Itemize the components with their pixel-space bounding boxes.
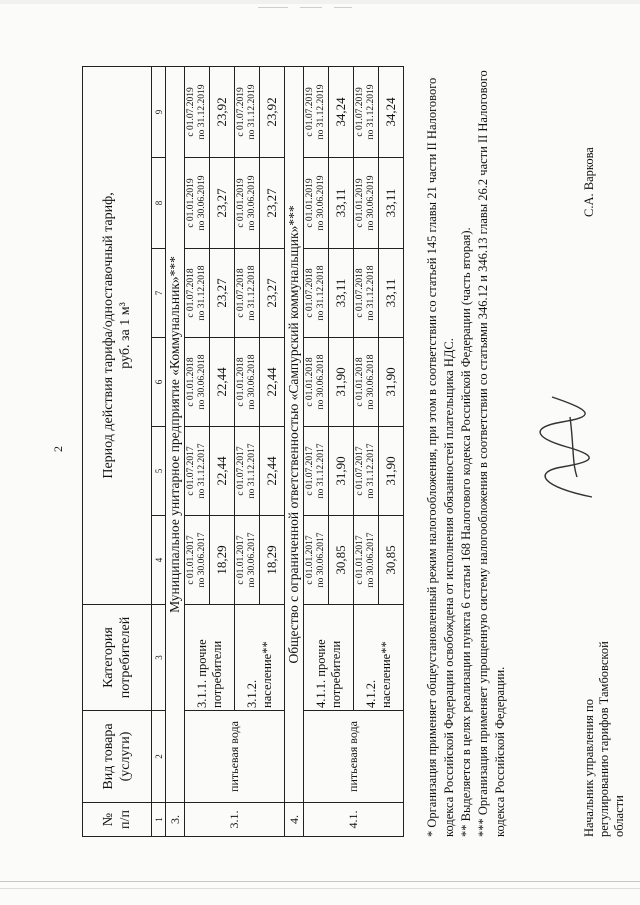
column-number: 7 (152, 249, 166, 338)
scan-bottom-edge (0, 881, 640, 882)
consumer-category: 3.1.2. население** (235, 605, 285, 711)
group-number: 3. (166, 803, 185, 837)
tariff-period: с 01.01.2017 по 30.06.2017 (304, 516, 329, 605)
tariff-value: 22,44 (210, 338, 235, 427)
tariff-period: с 01.01.2018 по 30.06.2018 (235, 338, 260, 427)
header-service: Вид товара (услуги) (83, 711, 152, 803)
group-number: 4. (285, 803, 304, 837)
tariff-value: 23,27 (260, 249, 285, 338)
tariff-period: с 01.01.2018 по 30.06.2018 (354, 338, 379, 427)
header-number: № п/п (83, 803, 152, 837)
scan-mark (258, 7, 288, 8)
tariff-period: с 01.07.2019 по 31.12.2019 (354, 66, 379, 157)
tariff-value: 23,27 (210, 249, 235, 338)
tariff-value: 18,29 (210, 516, 235, 605)
tariff-period: с 01.01.2019 по 30.06.2019 (354, 158, 379, 249)
footnote-3: *** Организация применяет упрощенную систему налогообложения в соответствии со статьями 346.12 и 346.13 главы 26.2 части II Налогового кодекса Российской Федерации. (476, 70, 507, 837)
scan-top-edge (0, 0, 640, 4)
tariff-period: с 01.01.2019 по 30.06.2019 (235, 158, 260, 249)
column-number: 4 (152, 516, 166, 605)
tariff-period: с 01.07.2019 по 31.12.2019 (185, 66, 210, 157)
group-title-row (285, 66, 304, 836)
consumer-category: 3.1.1. прочие потребители (185, 605, 235, 711)
tariff-value: 31,90 (329, 427, 354, 516)
scan-mark (334, 7, 352, 8)
tariff-value: 22,44 (210, 427, 235, 516)
consumer-category: 4.1.2. население** (354, 605, 404, 711)
column-number: 1 (152, 803, 166, 837)
tariff-period: с 01.01.2019 по 30.06.2019 (304, 158, 329, 249)
tariff-value: 33,11 (329, 158, 354, 249)
tariff-period: с 01.01.2019 по 30.06.2019 (185, 158, 210, 249)
tariff-period: с 01.07.2018 по 31.12.2018 (235, 249, 260, 338)
footnotes (424, 67, 509, 837)
subgroup-number: 3.1. (185, 803, 285, 837)
column-number: 9 (152, 66, 166, 157)
tariff-value: 31,90 (379, 427, 404, 516)
tariff-period: с 01.01.2018 по 30.06.2018 (185, 338, 210, 427)
tariff-value: 33,11 (329, 249, 354, 338)
tariff-table (82, 66, 404, 837)
table-row (304, 66, 329, 836)
header-period-tariff: Период действия тарифа/одноставочный тариф, руб. за 1 м³ (83, 66, 152, 604)
consumer-category: 4.1.1. прочие потребители (304, 605, 354, 711)
subgroup-number: 4.1. (304, 803, 404, 837)
table-row (185, 66, 210, 836)
tariff-period: с 01.01.2017 по 30.06.2017 (185, 516, 210, 605)
footnote-2: ** Выделяется в целях реализации пункта 6 статьи 168 Налогового кодекса Российской Федерации (часть вторая). (459, 227, 473, 837)
service-type: питьевая вода (304, 711, 404, 803)
tariff-period: с 01.07.2018 по 31.12.2018 (304, 249, 329, 338)
tariff-period: с 01.07.2018 по 31.12.2018 (354, 249, 379, 338)
tariff-value: 34,24 (329, 66, 354, 157)
column-number: 8 (152, 158, 166, 249)
tariff-value: 23,27 (260, 158, 285, 249)
scan-mark (300, 7, 322, 8)
scan-bottom-edge (0, 888, 640, 889)
column-number: 6 (152, 338, 166, 427)
tariff-value: 34,24 (379, 66, 404, 157)
organization-name: Муниципальное унитарное предприятие «Коммунальник»*** (166, 66, 185, 802)
organization-name: Общество с ограниченной ответственностью «Сампурский коммунальщик»*** (285, 66, 304, 802)
signatory-title: Начальник управления по регулированию тарифов Тамбовской области (582, 641, 626, 837)
tariff-period: с 01.07.2017 по 31.12.2017 (304, 427, 329, 516)
tariff-period: с 01.07.2017 по 31.12.2017 (185, 427, 210, 516)
tariff-value: 18,29 (260, 516, 285, 605)
tariff-value: 23,92 (210, 66, 235, 157)
tariff-period: с 01.01.2017 по 30.06.2017 (354, 516, 379, 605)
column-number: 5 (152, 427, 166, 516)
tariff-value: 33,11 (379, 249, 404, 338)
tariff-value: 30,85 (379, 516, 404, 605)
tariff-value: 30,85 (329, 516, 354, 605)
column-number: 2 (152, 711, 166, 803)
tariff-value: 33,11 (379, 158, 404, 249)
footnote-1: * Организация применяет общеустановленный режим налогообложения, при этом в соответствии со статьей 145 главы 21 части II Налогового кодекса Российской Федерации освобождена от исполнения обязанностей плательщика НДС. (425, 77, 456, 837)
tariff-period: с 01.01.2017 по 30.06.2017 (235, 516, 260, 605)
handwritten-signature (522, 387, 612, 507)
signatory-name: С.А. Варкова (582, 147, 596, 217)
tariff-value: 31,90 (329, 338, 354, 427)
column-number-row (152, 66, 166, 836)
service-type: питьевая вода (185, 711, 285, 803)
rotated-document (52, 45, 640, 855)
tariff-value: 23,92 (260, 66, 285, 157)
tariff-value: 31,90 (379, 338, 404, 427)
header-category: Категория потребителей (83, 605, 152, 711)
tariff-period: с 01.07.2019 по 31.12.2019 (304, 66, 329, 157)
tariff-period: с 01.07.2018 по 31.12.2018 (185, 249, 210, 338)
page-number: 2 (51, 446, 65, 452)
tariff-period: с 01.07.2019 по 31.12.2019 (235, 66, 260, 157)
tariff-period: с 01.01.2018 по 30.06.2018 (304, 338, 329, 427)
column-number: 3 (152, 605, 166, 711)
tariff-value: 22,44 (260, 338, 285, 427)
group-title-row (166, 66, 185, 836)
tariff-value: 23,27 (210, 158, 235, 249)
tariff-value: 22,44 (260, 427, 285, 516)
tariff-period: с 01.07.2017 по 31.12.2017 (235, 427, 260, 516)
tariff-period: с 01.07.2017 по 31.12.2017 (354, 427, 379, 516)
